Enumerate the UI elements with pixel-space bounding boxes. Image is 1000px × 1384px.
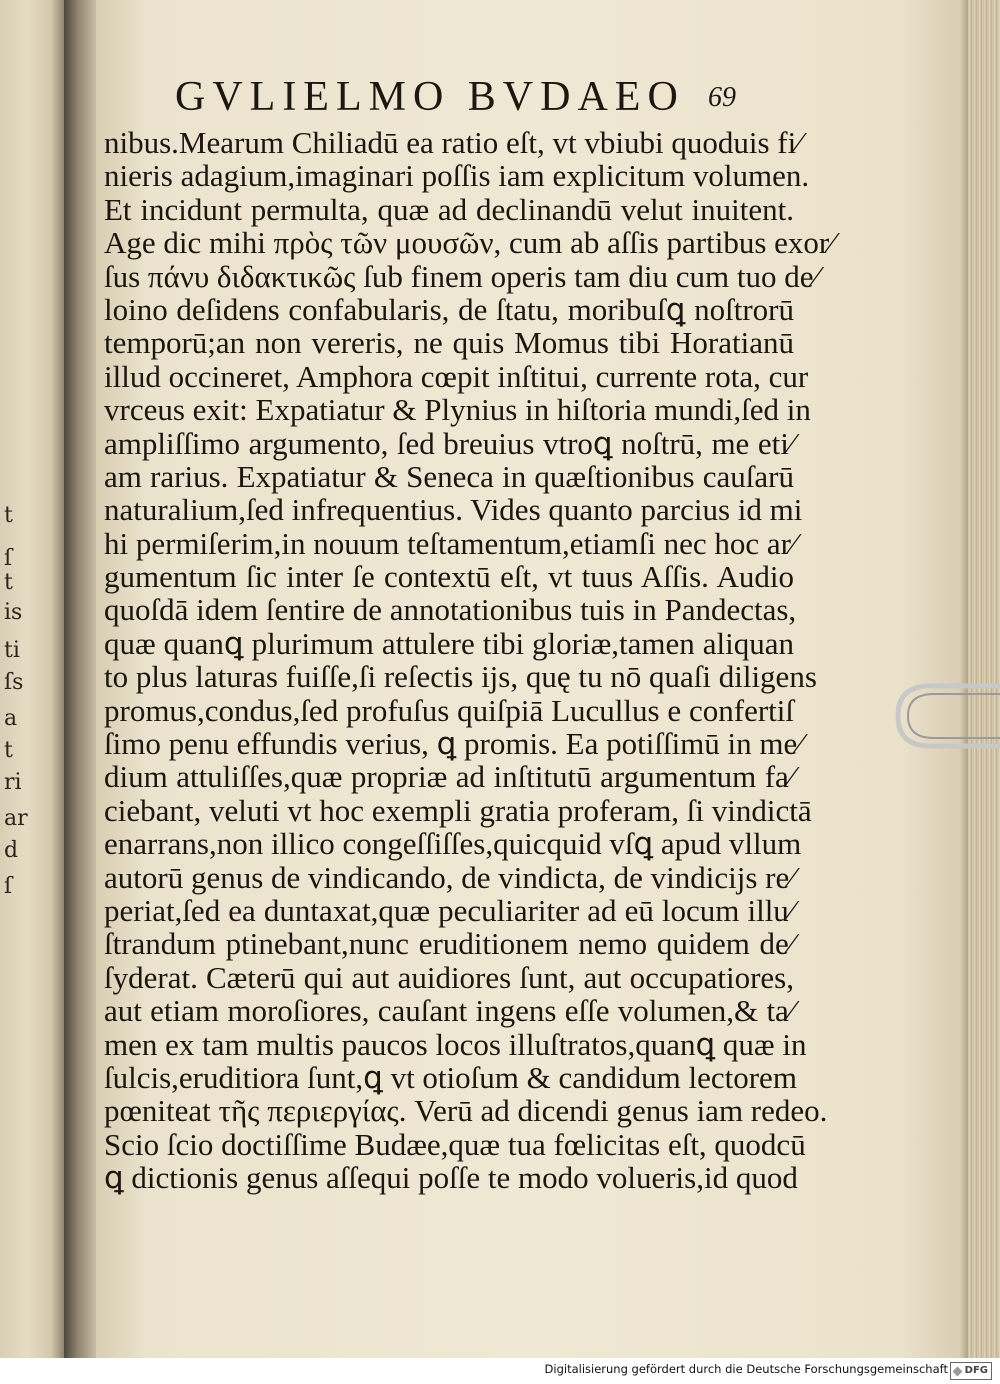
text-line: ſyderat. Cæterū qui aut auidiores ſunt, aut occupatiores,	[104, 959, 794, 995]
text-line: ſtrandum ptinebant,nunc eruditionem nemo quidem de⁄	[104, 926, 794, 962]
margin-fragment: a	[4, 706, 18, 731]
text-line: am rarius. Expatiatur & Seneca in quæſtionibus cauſarū	[104, 458, 794, 494]
text-line: periat,ſed ea duntaxat,quæ peculiariter ad eū locum illu⁄	[104, 892, 794, 928]
text-line: gumentum ſic inter ſe contextū eſt, vt tuus Aſſis. Audio	[104, 559, 794, 595]
page-number: 69	[708, 82, 736, 113]
dfg-logo	[950, 1362, 992, 1380]
text-line: dium attuliſſes,quæ propriæ ad inſtitutū argumentum fa⁄	[104, 759, 794, 795]
text-line: promus,condus,ſed profuſus quiſpiā Lucullus e confertiſ	[104, 692, 794, 728]
margin-fragment: ſ	[4, 546, 13, 571]
text-line: nibus.Mearum Chiliadū ea ratio eſt, vt vbiubi quoduis fi⁄	[104, 125, 802, 160]
text-line: hi permiſerim,in nouum teſtamentum,etiamſi nec hoc ar⁄	[104, 525, 797, 561]
text-line: ſimo penu effundis verius, ꝗ promis. Ea potiſſimū in me⁄	[104, 726, 803, 762]
text-line: Scio ſcio doctiſſime Budæe,quæ tua fœlicitas eſt, quodcū	[104, 1126, 806, 1162]
running-head: GVLIELMO BVDAEO	[175, 74, 685, 120]
margin-fragment: t	[4, 570, 13, 595]
margin-fragment: ri	[4, 770, 22, 795]
text-line: loino deſidens confabularis, de ſtatu, moribuſꝗ noſtrorū	[104, 291, 794, 327]
text-line: ciebant, veluti vt hoc exempli gratia proferam, ſi vindictā	[104, 792, 812, 828]
margin-fragment: ſs	[4, 670, 24, 695]
margin-fragment: is	[4, 600, 23, 625]
facing-page-edge	[0, 0, 64, 1358]
text-line: men ex tam multis paucos locos illuſtratos,quanꝗ quæ in	[104, 1026, 807, 1062]
paper-clip-icon	[890, 676, 1000, 756]
text-line: pœniteat τῆς περιεργίας. Verū ad dicendi genus iam redeo.	[104, 1093, 828, 1129]
text-line: Age dic mihi πρὸς τῶν μουσῶν, cum ab aſſis partibus exor⁄	[104, 225, 835, 261]
text-line: nieris adagium,imaginari poſſis iam explicitum volumen.	[104, 158, 810, 194]
text-line: autorū genus de vindicando, de vindicta, de vindicijs re⁄	[104, 859, 795, 895]
margin-fragment: ti	[4, 638, 20, 663]
text-line: ampliſſimo argumento, ſed breuius vtroꝗ noſtrū, me eti⁄	[104, 425, 794, 461]
footer-bar	[0, 1358, 1000, 1384]
margin-fragment: d	[4, 838, 19, 863]
text-line: quæ quanꝗ plurimum attulere tibi gloriæ,tamen aliquan	[104, 625, 794, 661]
text-line: temporū;an non vereris, ne quis Momus tibi Horatianū	[104, 325, 794, 361]
diamond-icon	[952, 1366, 962, 1376]
dfg-logo-label: DFG	[964, 1365, 988, 1376]
text-line: aut etiam moroſiores, cauſant ingens eſſe volumen,& ta⁄	[104, 993, 794, 1029]
funding-credit: Digitalisierung gefördert durch die Deutsche Forschungsgemeinschaft	[544, 1362, 948, 1376]
text-line: vrceus exit: Expatiatur & Plynius in hiſtoria mundi,ſed in	[104, 392, 811, 428]
body-text	[104, 125, 835, 1196]
text-line: naturalium,ſed infrequentius. Vides quanto parcius id mi	[104, 492, 803, 528]
margin-fragment: ſ	[4, 874, 13, 899]
text-line: to plus laturas fuiſſe,ſi reſectis ijs, quę tu nō quaſi diligens	[104, 659, 817, 695]
text-line: Et incidunt permulta, quæ ad declinandū velut inuitent.	[104, 191, 794, 227]
margin-fragment: t	[4, 738, 13, 763]
text-line: illud occineret, Amphora cœpit inſtitui, currente rota, cur	[104, 358, 809, 394]
text-line: ꝗ dictionis genus aſſequi poſſe te modo volueris,id quod	[104, 1160, 798, 1196]
margin-fragment: t	[4, 503, 13, 528]
text-line: ſulcis,eruditiora ſunt,ꝗ vt otioſum & candidum lectorem	[104, 1059, 797, 1095]
text-line: quoſdā idem ſentire de annotationibus tuis in Pandectas,	[104, 592, 797, 628]
margin-fragment: ar	[4, 806, 28, 831]
book-gutter	[64, 0, 98, 1358]
text-line: enarrans,non illico congeſſiſſes,quicquid vſꝗ apud vllum	[104, 826, 802, 862]
text-line: ſus πάνυ διδακτικῶς ſub finem operis tam diu cum tuo de⁄	[104, 258, 819, 294]
